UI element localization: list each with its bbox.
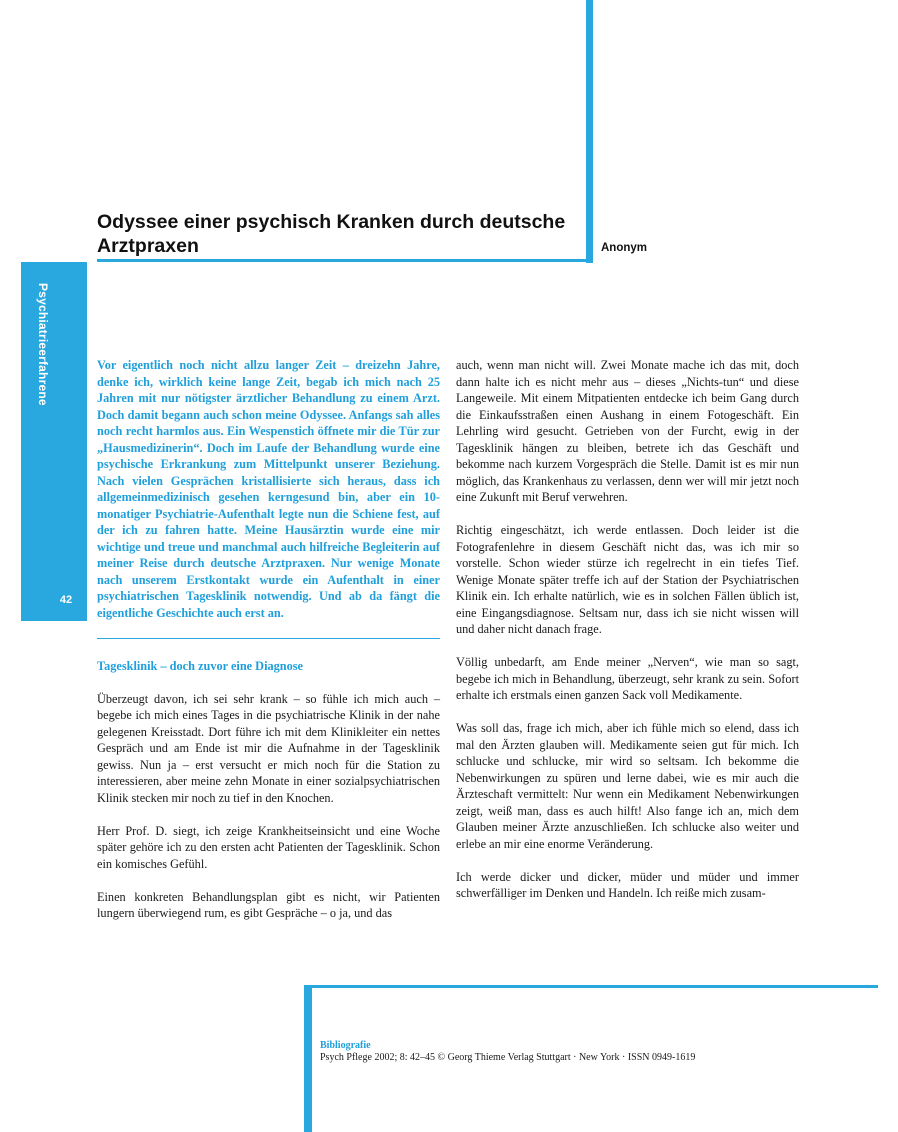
left-column (97, 357, 440, 938)
section-heading: Tagesklinik – doch zuvor eine Diagnose (97, 658, 304, 673)
section-sidebar-label: Psychiatrieerfahrene (36, 283, 50, 406)
body-paragraph: auch, wenn man nicht will. Zwei Monate mache ich das mit, doch dann halte ich es nicht mehr aus – dieses „Nichts-tun“ und diese Langeweile. Mit einem Mitpatienten entdecke ich beim Gang durch die Einkaufsstraßen einen Aushang in einem Fotogeschäft. Ein Lehrling wird gesucht. Getrieben von der Furcht, ewig in der Tagesklinik hängen zu bleiben, betrete ich das Geschäft und bekomme nach kurzem Vorgespräch die Stelle. Damit ist es mir nun möglich, das Krankenhaus zu verlassen, denn wer will mir jetzt noch eine Zukunft mit Beruf verwehren. (456, 358, 799, 504)
article-title (97, 210, 567, 258)
article-author: Anonym (601, 242, 647, 254)
page-number: 42 (59, 594, 73, 606)
section-sidebar (21, 262, 87, 621)
bibliography-citation: Psych Pflege 2002; 8: 42–45 © Georg Thieme Verlag Stuttgart · New York · ISSN 0949-1619 (320, 1052, 696, 1063)
body-paragraph: Ich werde dicker und dicker, müder und müder und immer schwerfälliger im Denken und Handeln. Ich reiße mich zusam- (456, 869, 799, 900)
body-paragraph: Überzeugt davon, ich sei sehr krank – so fühle ich mich auch – begebe ich mich eines Tages in die psychiatrische Klinik in der nahe gelegenen Kreisstadt. Dort führe ich mit dem Klinikleiter ein nettes Gespräch und am Ende ist mir die Aufnahme in der Tagesklinik gewiss. Nun ja – erst versucht er mich noch für die Station zu interessieren, aber meine zehn Monate in einer sozialpsychiatrischen Klinik stecken mir noch zu tief in den Knochen. (97, 691, 440, 805)
bibliography-title: Bibliografie (320, 1040, 371, 1051)
article-title-line-2: Arztpraxen (97, 235, 199, 257)
body-paragraph: Was soll das, frage ich mich, aber ich fühle mich so elend, dass ich mal den Ärzten glauben will. Medikamente seien gut für mich. Ich schlucke und schlucke, mir wird so seltsam. Ich bekomme die Nebenwirkungen zu spüren und lerne dabei, wie es mir auch die Ärzteschaft vermittelt: Nur wenn ein Medikament Nebenwirkungen zeigt, weiß man, dass es auch hilft! Also fange ich an, mich dem Glauben meiner Ärzte anzuschließen. Ich schlucke also weiter und erlebe an mir eine enorme Veränderung. (456, 721, 799, 851)
top-vertical-accent-bar (586, 0, 593, 263)
title-underline-rule (97, 259, 593, 262)
bibliography-top-rule (304, 985, 878, 988)
article-title-line-1: Odyssee einer psychisch Kranken durch deutsche (97, 211, 566, 233)
right-column (456, 357, 799, 918)
lead-paragraph: Vor eigentlich noch nicht allzu langer Zeit – dreizehn Jahre, denke ich, wirklich keine lange Zeit, begab ich mich nach 25 Jahren mit nur nötigster ärztlicher Behandlung zu einem Arzt. Doch damit begann auch schon meine Odyssee. Anfangs sah alles noch recht harmlos aus. Ein Wespenstich öffnete mir die Tür zur „Hausmedizinerin“. Doch im Laufe der Behandlung wurde eine psychische Erkrankung zum Mittelpunkt unserer Beziehung. Nach vielen Gesprächen kristallisierte sich heraus, dass ich allgemeinmedizinisch gesehen kerngesund bin, aber ein 10-monatiger Psychiatrie-Aufenthalt legte nun die Schiene fest, auf der ich zu fahren hatte. Meine Hausärztin wurde eine mir wichtige und treue und manchmal auch hilfreiche Begleiterin auf meiner Reise durch deutsche Arztpraxen. Nur wenige Monate nach unserem Erstkontakt wurde ein Aufenthalt in einer psychiatrischen Tagesklinik notwendig. Und ab da fängt die eigentliche Geschichte auch erst an. (97, 358, 440, 620)
body-paragraph: Einen konkreten Behandlungsplan gibt es nicht, wir Patienten lungern überwiegend rum, es gibt Gespräche – o ja, und das (97, 889, 440, 920)
body-paragraph: Völlig unbedarft, am Ende meiner „Nerven“, wie man so sagt, begebe ich mich in Behandlung, überzeugt, sehr krank zu sein. Sofort erhalte ich erstmals einen ganzen Sack voll Medikamente. (456, 655, 799, 702)
body-paragraph: Herr Prof. D. siegt, ich zeige Krankheitseinsicht und eine Woche später gehöre ich zu den ersten acht Patienten der Tagesklinik. Schon ein komisches Gefühl. (97, 823, 440, 871)
lead-divider (97, 638, 440, 639)
bibliography-side-bar (304, 985, 312, 1132)
body-paragraph: Richtig eingeschätzt, ich werde entlassen. Doch leider ist die Fotografenlehre in diesem Geschäft nicht das, was ich mir so vorstelle. Schon wieder stürze ich regelrecht in ein tiefes Tief. Wenige Monate später treffe ich auf der Station der Psychiatrischen Klinik ein. Ich erhalte natürlich, wie es in solchen Fällen üblich ist, eine Eingangsdiagnose. Seltsam nur, dass ich sie nicht wissen will und daher nicht danach frage. (456, 523, 799, 636)
